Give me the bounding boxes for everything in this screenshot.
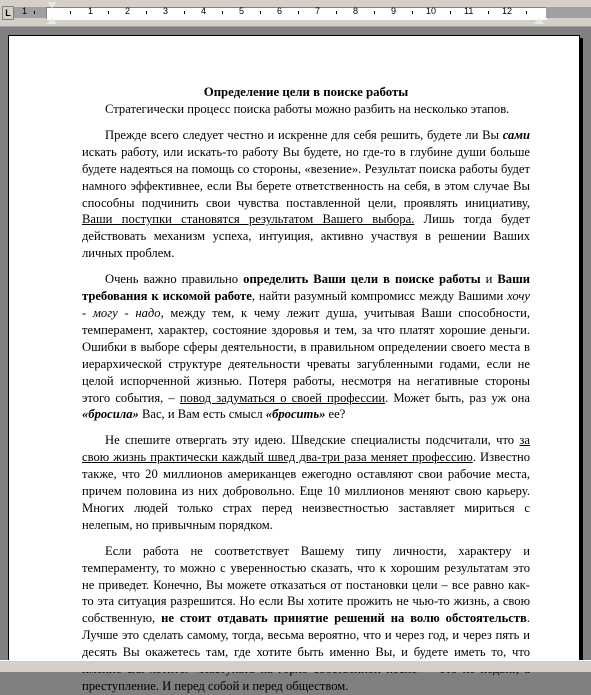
italic-text: хочу - могу - надо — [82, 289, 530, 320]
text-run: ее? — [325, 407, 346, 422]
text-run: . Может быть, раз уж она — [385, 390, 530, 405]
text-run: . Известно также, что 20 миллионов американцев ежегодно оставляют свои рабочие места, причем половина из них добровольно. Еще 10 миллионов меняют свою карьеру. Многих людей только страх перед неизвестностью заставляет мириться с нелепым, но привычным порядком. — [82, 450, 530, 532]
intro-paragraph: Стратегически процесс поиска работы можно разбить на несколько этапов. — [105, 102, 510, 116]
ruler-tick — [260, 11, 261, 14]
ruler-right-margin — [546, 7, 591, 18]
ruler-number: 4 — [201, 6, 207, 16]
text-run: Прежде всего следует честно и искренне для себя решить, будете ли Вы — [105, 127, 503, 142]
ruler-left-margin — [14, 7, 46, 18]
ruler-tick — [412, 11, 413, 14]
ruler-tick — [298, 11, 299, 14]
text-run: Очень важно правильно — [105, 272, 244, 287]
text-run: , найти разумный компромисс между Вашими — [251, 289, 508, 304]
ruler-tick — [146, 11, 147, 14]
right-indent-marker[interactable] — [534, 18, 544, 24]
ruler-tick — [222, 11, 223, 14]
emphasis-text: «бросить» — [265, 407, 326, 422]
ruler-number: 5 — [239, 6, 245, 16]
text-run: . Лучше это сделать самому, тогда, весьма вероятно, что и через год, и через пять и десять Вы окажетесь там, где хотите быть именно Вы, и будете иметь то, что преступление. И перед собой и перед обществом. — [82, 611, 530, 693]
underlined-text: за свою жизнь практически каждый швед два-три раза меняет профессию — [82, 433, 530, 465]
ruler-number: 2 — [125, 6, 131, 16]
underlined-text: повод задуматься о своей профессии — [179, 390, 386, 405]
tab-selector-button[interactable]: L — [2, 6, 14, 20]
text-run: Если работа не соответствует Вашему типу личности, характеру и темпераменту, то можно с уверенностью сказать, что к хорошим результатам это не приведет. Конечно, Вы можете отказаться от постановки цели – все равно как-то эта ситуация разрешится. Но если Вы хотите прожить не чью-то жизнь, а свою собственную, — [82, 543, 530, 626]
text-run: Лишь тогда будет действовать механизм успеха, интуиция, активно участвуя в решении Ваших личных проблем. — [82, 212, 530, 261]
text-run: Вас, и Вам есть смысл — [138, 407, 266, 422]
ruler-number: 8 — [353, 6, 359, 16]
text-run: искать работу, или искать-то работу Вы будете, но где-то в глубине души больше будете надеяться на помощь со стороны, «везение». Результат поиска работы будет намного эффективнее, если Вы берете ответственность на себя, в этом случае Вы способны подчинить свои чувства поставленной цели, проявлять инициативу, — [82, 144, 530, 210]
emphasis-text: «бросила» — [82, 407, 139, 422]
ruler-tick — [108, 11, 109, 14]
ruler-tick — [34, 11, 35, 14]
horizontal-ruler[interactable] — [0, 0, 591, 27]
ruler-tick — [488, 11, 489, 14]
text-run: , между тем, к чему лежит душа, учитывая Ваши способности, темперамент, характер, состояние здоровья и тем, за что платят хорошие деньги. Ошибки в выборе сферы деятельности, в правильном определении своего места в иерархической структуре деятельности чреваты загубленными годами, если не целой испорченной жизнью. Потеря работы, несмотря на негативные стороны этого события, – — [82, 305, 530, 405]
ruler-tick — [450, 11, 451, 14]
document-workspace — [0, 27, 591, 693]
ruler-number: 12 — [502, 6, 513, 16]
ruler-tick — [336, 11, 337, 14]
horizontal-scrollbar[interactable] — [0, 660, 591, 672]
paragraph-1 — [82, 127, 530, 262]
paragraph-2 — [82, 271, 530, 423]
underlined-text: Ваши поступки становятся результатом Вашего выбора. — [82, 212, 415, 227]
bold-text: определить Ваши цели в поиске работы — [243, 272, 481, 287]
ruler-number: 7 — [315, 6, 321, 16]
ruler-number: 6 — [277, 6, 283, 16]
ruler-number: 1 — [22, 6, 28, 16]
ruler-tick — [184, 11, 185, 14]
ruler-number: 3 — [163, 6, 169, 16]
emphasis-text: сами — [502, 127, 530, 142]
ruler-tick — [70, 11, 71, 14]
hanging-indent-marker[interactable] — [47, 18, 57, 24]
ruler-number: 11 — [464, 6, 474, 16]
ruler-number: 9 — [391, 6, 397, 16]
document-title: Определение цели в поиске работы — [203, 85, 409, 99]
text-run: Не спешите отвергать эту идею. Шведские специалисты подсчитали, что — [105, 433, 520, 448]
ruler-number: 10 — [426, 6, 437, 16]
ruler-number: 1 — [88, 6, 94, 16]
bold-text: Ваши требования к искомой работе — [82, 272, 530, 304]
paragraph-4 — [82, 543, 530, 695]
document-page[interactable] — [8, 35, 580, 693]
text-run: и — [480, 272, 498, 287]
ruler-tick — [526, 11, 527, 14]
document-body[interactable] — [82, 84, 530, 695]
first-line-indent-marker[interactable] — [47, 2, 57, 8]
ruler-tick — [374, 11, 375, 14]
paragraph-3 — [82, 432, 530, 533]
bold-text: не стоит отдавать принятие решений на волю обстоятельств — [161, 611, 527, 626]
